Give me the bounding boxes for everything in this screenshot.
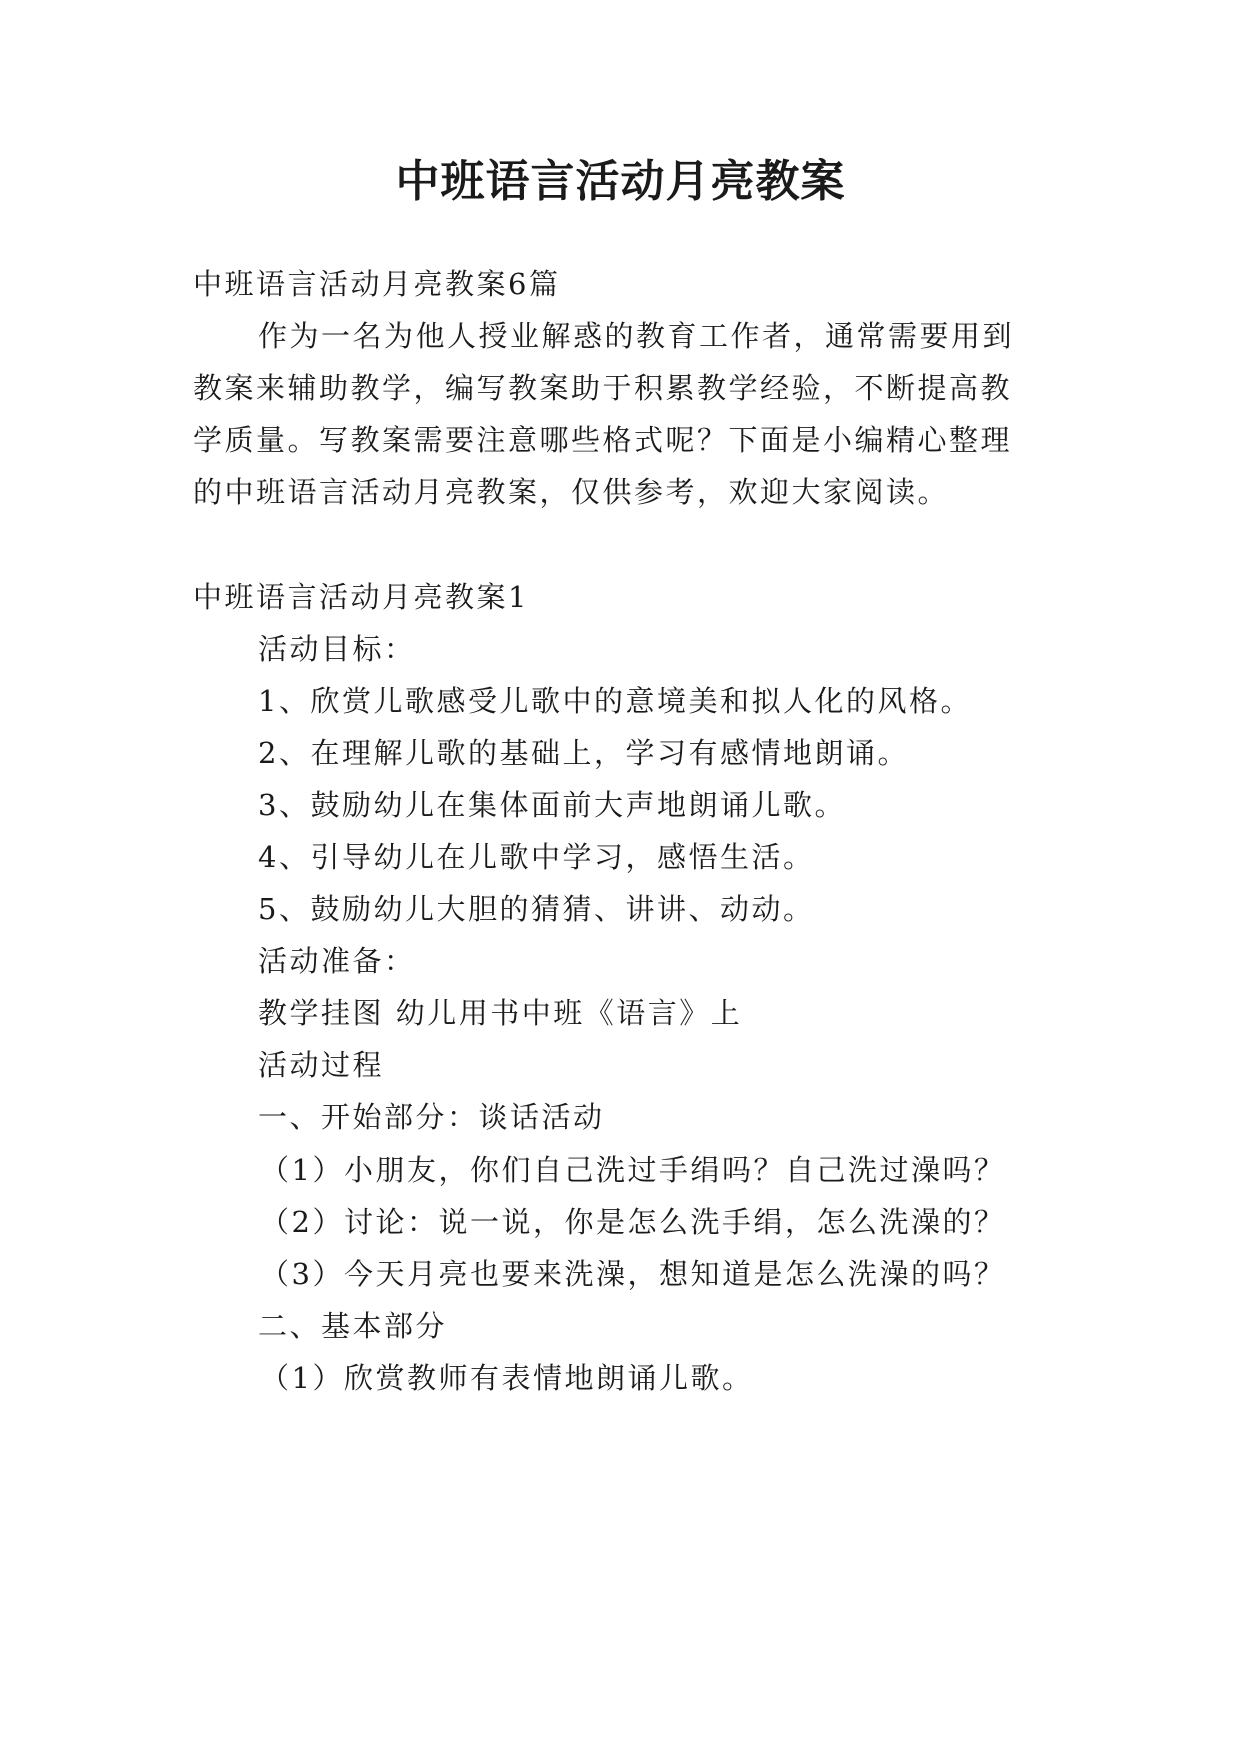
document-title: 中班语言活动月亮教案 [395,156,846,207]
section-heading: 中班语言活动月亮教案1 [193,580,529,614]
part1-item: （1）小朋友，你们自己洗过手绢吗？自己洗过澡吗？ [260,1153,1006,1187]
goal-item: 1、欣赏儿歌感受儿歌中的意境美和拟人化的风格。 [258,684,972,718]
part2-item: （1）欣赏教师有表情地朗诵儿歌。 [260,1361,754,1395]
goal-item: 3、鼓励幼儿在集体面前大声地朗诵儿歌。 [258,788,846,822]
goal-item: 5、鼓励幼儿大胆的猜猜、讲讲、动动。 [258,892,815,926]
part2-label: 二、基本部分 [258,1309,448,1343]
prep-text: 教学挂图 幼儿用书中班《语言》上 [258,996,743,1030]
part1-item: （3）今天月亮也要来洗澡，想知道是怎么洗澡的吗？ [260,1257,1006,1291]
goal-item: 4、引导幼儿在儿歌中学习，感悟生活。 [258,840,815,874]
part1-item: （2）讨论：说一说，你是怎么洗手绢，怎么洗澡的？ [260,1205,1006,1239]
goal-item: 2、在理解儿歌的基础上，学习有感情地朗诵。 [258,736,909,770]
prep-label: 活动准备： [258,944,416,978]
goals-label: 活动目标： [258,632,416,666]
process-label: 活动过程 [258,1048,385,1082]
document-subtitle: 中班语言活动月亮教案6篇 [193,267,561,301]
intro-line: 作为一名为他人授业解惑的教育工作者，通常需要用到 [258,319,1015,353]
part1-label: 一、开始部分：谈话活动 [258,1100,605,1134]
intro-line: 教案来辅助教学，编写教案助于积累教学经验，不断提高教 [193,371,1013,405]
intro-line: 学质量。写教案需要注意哪些格式呢？下面是小编精心整理 [193,423,1013,457]
intro-line: 的中班语言活动月亮教案，仅供参考，欢迎大家阅读。 [193,475,950,509]
